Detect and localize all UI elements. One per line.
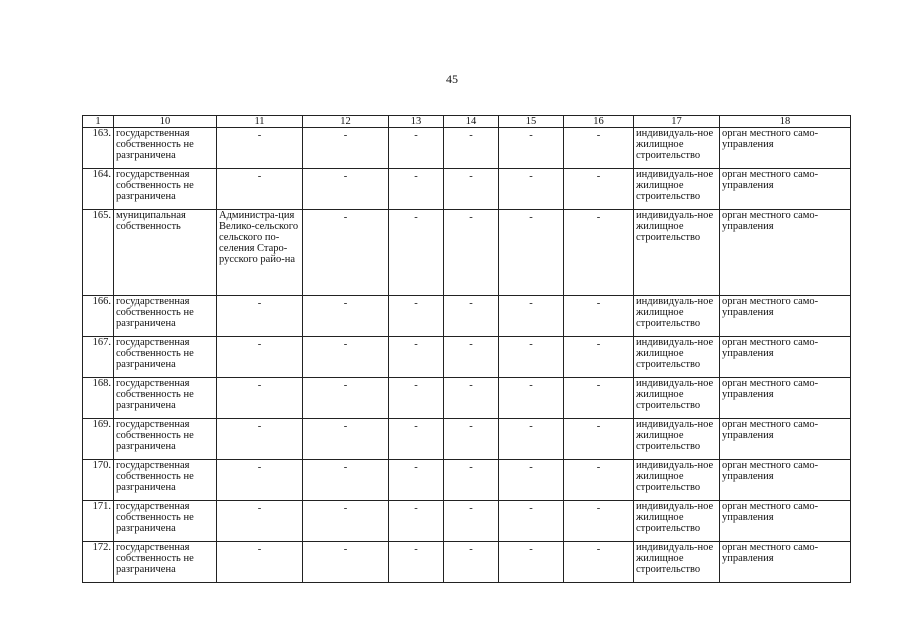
table-cell: орган местного само-управления <box>720 296 851 337</box>
table-row <box>83 378 851 419</box>
table-cell: - <box>303 128 389 169</box>
table-cell: муниципальная собственность <box>114 210 217 296</box>
table-cell: индивидуаль-ное жилищное строительство <box>634 542 720 583</box>
table-cell: - <box>499 128 564 169</box>
table-cell: орган местного само-управления <box>720 501 851 542</box>
table-cell: - <box>217 542 303 583</box>
table-cell: - <box>444 542 499 583</box>
table-cell: орган местного само-управления <box>720 169 851 210</box>
table-cell: - <box>499 501 564 542</box>
table-cell: - <box>444 460 499 501</box>
table-cell: государственная собственность не разграничена <box>114 337 217 378</box>
table-cell: - <box>564 378 634 419</box>
row-number-cell: 168. <box>83 378 114 419</box>
column-header: 16 <box>564 116 634 128</box>
table-cell: - <box>389 210 444 296</box>
table-row <box>83 501 851 542</box>
table-cell: - <box>217 460 303 501</box>
table-row <box>83 419 851 460</box>
table-cell: государственная собственность не разграничена <box>114 460 217 501</box>
row-number-cell: 164. <box>83 169 114 210</box>
table-cell: государственная собственность не разграничена <box>114 419 217 460</box>
table-cell: орган местного само-управления <box>720 460 851 501</box>
table-cell: орган местного само-управления <box>720 542 851 583</box>
table-row <box>83 210 851 296</box>
table-cell: - <box>564 296 634 337</box>
table-cell: - <box>564 128 634 169</box>
table-cell: индивидуаль-ное жилищное строительство <box>634 460 720 501</box>
column-header: 1 <box>83 116 114 128</box>
table-row <box>83 337 851 378</box>
table-cell: орган местного само-управления <box>720 128 851 169</box>
table-cell: - <box>303 210 389 296</box>
column-header: 12 <box>303 116 389 128</box>
table-cell: - <box>499 378 564 419</box>
table-cell: орган местного само-управления <box>720 378 851 419</box>
table-cell: государственная собственность не разграничена <box>114 296 217 337</box>
table-cell: - <box>303 419 389 460</box>
table-cell: государственная собственность не разграничена <box>114 378 217 419</box>
table-row <box>83 169 851 210</box>
table-cell: - <box>303 169 389 210</box>
row-number-cell: 171. <box>83 501 114 542</box>
table-cell: - <box>389 542 444 583</box>
row-number-cell: 167. <box>83 337 114 378</box>
table-cell: - <box>499 296 564 337</box>
row-number-cell: 172. <box>83 542 114 583</box>
table-cell: индивидуаль-ное жилищное строительство <box>634 419 720 460</box>
table-row <box>83 296 851 337</box>
table-cell: - <box>444 501 499 542</box>
table-cell: - <box>303 542 389 583</box>
table-cell: государственная собственность не разграничена <box>114 501 217 542</box>
column-header: 18 <box>720 116 851 128</box>
table-cell: - <box>303 337 389 378</box>
table-cell: - <box>389 419 444 460</box>
table-cell: государственная собственность не разграничена <box>114 542 217 583</box>
row-number-cell: 170. <box>83 460 114 501</box>
row-number-cell: 166. <box>83 296 114 337</box>
table-cell: орган местного само-управления <box>720 210 851 296</box>
table-row <box>83 542 851 583</box>
table-cell: - <box>389 296 444 337</box>
land-plots-table <box>82 115 851 583</box>
table-cell: - <box>303 460 389 501</box>
table-cell: - <box>217 378 303 419</box>
table-cell: - <box>217 296 303 337</box>
column-header: 14 <box>444 116 499 128</box>
table-cell: - <box>564 542 634 583</box>
table-cell: - <box>499 169 564 210</box>
table-cell: - <box>499 419 564 460</box>
table-cell: государственная собственность не разграничена <box>114 128 217 169</box>
table-cell: - <box>564 460 634 501</box>
table-cell: - <box>444 378 499 419</box>
table-cell: индивидуаль-ное жилищное строительство <box>634 501 720 542</box>
table-cell: - <box>217 169 303 210</box>
table-cell: - <box>217 337 303 378</box>
table-cell: - <box>564 501 634 542</box>
table-cell: государственная собственность не разграничена <box>114 169 217 210</box>
table-cell: индивидуаль-ное жилищное строительство <box>634 210 720 296</box>
table-cell: орган местного само-управления <box>720 337 851 378</box>
table-cell: - <box>564 169 634 210</box>
column-header: 10 <box>114 116 217 128</box>
table-cell: индивидуаль-ное жилищное строительство <box>634 169 720 210</box>
column-header: 15 <box>499 116 564 128</box>
table-cell: - <box>444 337 499 378</box>
row-number-cell: 169. <box>83 419 114 460</box>
table-cell: - <box>389 378 444 419</box>
table-row <box>83 128 851 169</box>
table-cell: - <box>499 542 564 583</box>
table-cell: - <box>444 210 499 296</box>
table-cell: - <box>303 378 389 419</box>
table-cell: - <box>499 460 564 501</box>
table-cell: индивидуаль-ное жилищное строительство <box>634 296 720 337</box>
table-cell: - <box>389 460 444 501</box>
table-cell: - <box>564 337 634 378</box>
table-cell: - <box>217 419 303 460</box>
table-cell: - <box>499 337 564 378</box>
table-cell: - <box>444 128 499 169</box>
table-cell: - <box>389 169 444 210</box>
table-body <box>83 128 851 583</box>
table-cell: - <box>389 337 444 378</box>
table-cell: - <box>444 169 499 210</box>
column-header: 17 <box>634 116 720 128</box>
table-row <box>83 460 851 501</box>
row-number-cell: 165. <box>83 210 114 296</box>
table-cell: - <box>217 501 303 542</box>
table-cell: индивидуаль-ное жилищное строительство <box>634 128 720 169</box>
table-cell: индивидуаль-ное жилищное строительство <box>634 337 720 378</box>
page-number: 45 <box>446 72 458 86</box>
table-cell: - <box>444 296 499 337</box>
table-cell: - <box>564 419 634 460</box>
column-header: 13 <box>389 116 444 128</box>
table-cell: - <box>444 419 499 460</box>
header-row <box>83 116 851 128</box>
table-cell: - <box>389 128 444 169</box>
row-number-cell: 163. <box>83 128 114 169</box>
table-cell: - <box>564 210 634 296</box>
table-cell: - <box>389 501 444 542</box>
column-header: 11 <box>217 116 303 128</box>
table-cell: - <box>303 501 389 542</box>
table-cell: орган местного само-управления <box>720 419 851 460</box>
table-cell: индивидуаль-ное жилищное строительство <box>634 378 720 419</box>
table-cell: Администра-ция Велико-сельского сельского по-селения Старо-русского райо-на <box>217 210 303 296</box>
table-cell: - <box>217 128 303 169</box>
table-cell: - <box>499 210 564 296</box>
table-cell: - <box>303 296 389 337</box>
